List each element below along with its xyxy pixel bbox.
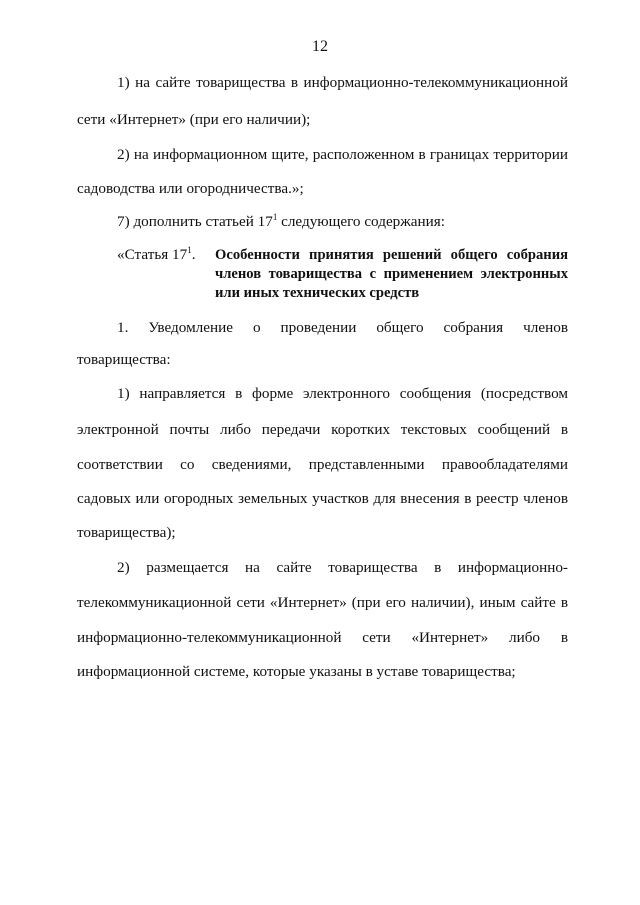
amendment-text: 7) дополнить статьей 17 xyxy=(117,213,273,230)
amendment-text: следующего содержания: xyxy=(277,213,445,230)
article-title xyxy=(215,246,568,303)
paragraph-line: садовых или огородных земельных участков для внесения в реестр членов xyxy=(77,490,568,507)
page-number: 12 xyxy=(312,38,328,55)
amendment-line xyxy=(117,213,568,231)
paragraph-line: электронной почты либо передачи коротких текстовых сообщений в xyxy=(77,421,568,438)
article-label-text: . xyxy=(191,246,196,263)
paragraph-line: садоводства или огородничества.»; xyxy=(77,180,304,197)
paragraph-line: товарищества: xyxy=(77,351,171,368)
article-label xyxy=(117,246,196,264)
paragraph-line: телекоммуникационной сети «Интернет» (при его наличии), иным сайте в xyxy=(77,594,568,611)
superscript: 1 xyxy=(187,245,192,255)
paragraph-line: 2) на информационном щите, расположенном в границах территории xyxy=(117,146,568,163)
paragraph-line: 1. Уведомление о проведении общего собрания членов xyxy=(117,319,568,336)
paragraph-line: сети «Интернет» (при его наличии); xyxy=(77,111,311,128)
article-title-line: членов товарищества с применением электронных xyxy=(215,266,568,282)
paragraph-line: товарищества); xyxy=(77,524,176,541)
paragraph-line: 2) размещается на сайте товарищества в информационно- xyxy=(117,559,568,576)
paragraph-line: информационной системе, которые указаны в уставе товарищества; xyxy=(77,663,516,680)
paragraph-line: 1) на сайте товарищества в информационно-телекоммуникационной xyxy=(117,74,568,91)
paragraph-line: 1) направляется в форме электронного сообщения (посредством xyxy=(117,385,568,402)
paragraph-line: соответствии со сведениями, представленными правообладателями xyxy=(77,456,568,473)
article-title-line: Особенности принятия решений общего собрания xyxy=(215,247,568,263)
paragraph-line: информационно-телекоммуникационной сети «Интернет» либо в xyxy=(77,629,568,646)
article-title-line: или иных технических средств xyxy=(215,285,420,301)
article-label-text: «Статья 17 xyxy=(117,246,188,263)
superscript: 1 xyxy=(272,212,278,222)
